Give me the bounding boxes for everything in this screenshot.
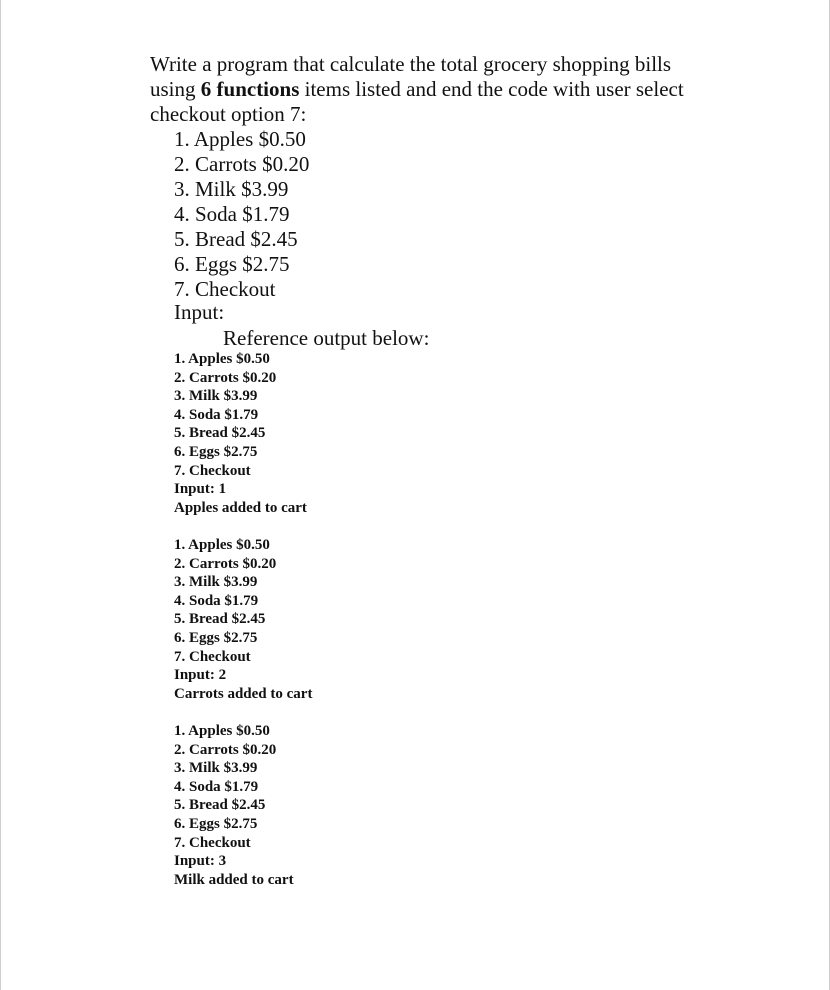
menu-list bbox=[174, 127, 309, 302]
output-input-line: Input: 3 bbox=[174, 853, 227, 870]
output-menu-item: 6. Eggs $2.75 bbox=[174, 443, 258, 460]
output-menu-item: 4. Soda $1.79 bbox=[174, 592, 259, 609]
output-menu-item: 7. Checkout bbox=[174, 462, 251, 479]
output-menu-item: 4. Soda $1.79 bbox=[174, 778, 259, 795]
prompt-functions-emphasis: 6 functions bbox=[200, 77, 300, 101]
menu-item: 1. Apples $0.50 bbox=[174, 127, 306, 151]
output-result-line: Carrots added to cart bbox=[174, 685, 313, 702]
menu-item: 2. Carrots $0.20 bbox=[174, 152, 310, 176]
output-menu-item: 3. Milk $3.99 bbox=[174, 574, 258, 591]
output-menu-item: 5. Bread $2.45 bbox=[174, 611, 266, 628]
menu-item: 5. Bread $2.45 bbox=[174, 227, 298, 251]
prompt-line-2 bbox=[150, 77, 750, 102]
output-menu-item: 6. Eggs $2.75 bbox=[174, 815, 258, 832]
output-menu-item: 2. Carrots $0.20 bbox=[174, 369, 277, 386]
sample-output-block bbox=[174, 350, 307, 517]
problem-statement bbox=[150, 52, 750, 127]
output-menu-item: 2. Carrots $0.20 bbox=[174, 555, 277, 572]
menu-item: 7. Checkout bbox=[174, 277, 276, 301]
prompt-line-2-prefix: using bbox=[150, 77, 201, 101]
output-menu-item: 7. Checkout bbox=[174, 834, 251, 851]
prompt-line-3: checkout option 7: bbox=[150, 102, 307, 126]
output-menu-item: 5. Bread $2.45 bbox=[174, 425, 266, 442]
output-input-line: Input: 2 bbox=[174, 667, 227, 684]
reference-heading: Reference output below: bbox=[223, 326, 430, 350]
output-input-line: Input: 1 bbox=[174, 481, 227, 498]
output-menu-item: 5. Bread $2.45 bbox=[174, 797, 266, 814]
output-menu-item: 1. Apples $0.50 bbox=[174, 351, 270, 367]
output-menu-item: 1. Apples $0.50 bbox=[174, 723, 270, 739]
prompt-line-1: Write a program that calculate the total grocery shopping bills bbox=[150, 52, 672, 76]
sample-output-block bbox=[174, 722, 294, 889]
prompt-line-2-suffix: items listed and end the code with user select bbox=[299, 77, 684, 101]
input-label: Input: bbox=[174, 300, 225, 324]
menu-item: 3. Milk $3.99 bbox=[174, 177, 289, 201]
menu-item: 4. Soda $1.79 bbox=[174, 202, 290, 226]
output-menu-item: 3. Milk $3.99 bbox=[174, 760, 258, 777]
output-result-line: Milk added to cart bbox=[174, 871, 294, 888]
output-menu-item: 1. Apples $0.50 bbox=[174, 537, 270, 553]
output-menu-item: 2. Carrots $0.20 bbox=[174, 741, 277, 758]
menu-item: 6. Eggs $2.75 bbox=[174, 252, 290, 276]
output-menu-item: 7. Checkout bbox=[174, 648, 251, 665]
output-menu-item: 6. Eggs $2.75 bbox=[174, 629, 258, 646]
output-menu-item: 3. Milk $3.99 bbox=[174, 388, 258, 405]
sample-output-block bbox=[174, 536, 312, 703]
output-menu-item: 4. Soda $1.79 bbox=[174, 406, 259, 423]
output-result-line: Apples added to cart bbox=[174, 499, 307, 516]
